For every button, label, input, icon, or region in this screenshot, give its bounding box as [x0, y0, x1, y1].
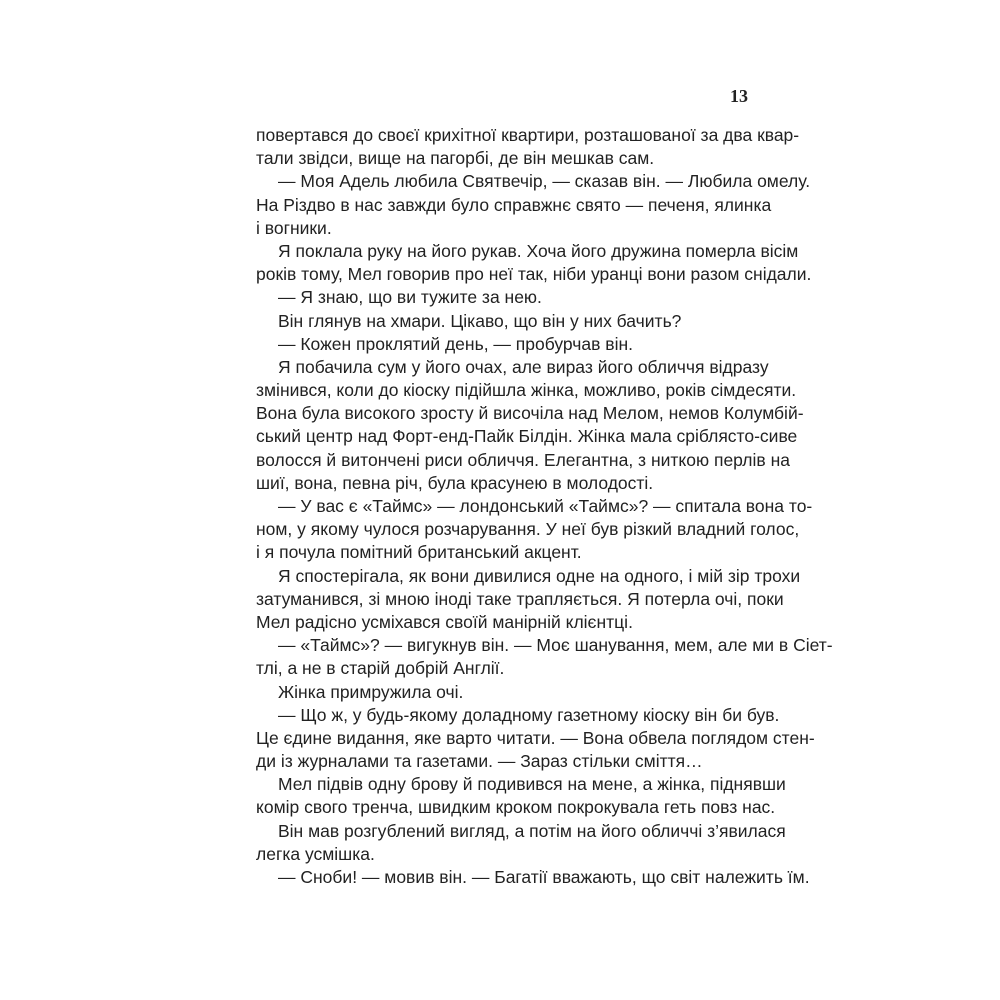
text-line: ном, у якому чулося розчарування. У неї був різкий владний голос, — [256, 519, 800, 540]
text-line: — Моя Адель любила Святвечір, — сказав він. — Любила омелу. — [278, 171, 811, 192]
text-line: ди із журналами та газетами. — Зараз стільки сміття… — [256, 751, 703, 772]
text-line: тлі, а не в старій добрій Англії. — [256, 658, 505, 679]
text-line: тали звідси, вище на пагорбі, де він мешкав сам. — [256, 148, 655, 169]
text-line: На Різдво в нас завжди було справжнє свято — печеня, ялинка — [256, 194, 772, 215]
text-line: — Я знаю, що ви тужите за нею. — [278, 287, 542, 308]
text-line: — Кожен проклятий день, — пробурчав він. — [278, 333, 633, 354]
text-line: років тому, Мел говорив про неї так, ніби уранці вони разом снідали. — [256, 264, 812, 285]
text-line: Він мав розгублений вигляд, а потім на його обличчі з’явилася — [278, 820, 786, 841]
text-line: Жінка примружила очі. — [278, 681, 464, 702]
text-line: волосся й витончені риси обличчя. Елегантна, з ниткою перлів на — [256, 449, 790, 470]
text-line: Я спостерігала, як вони дивилися одне на одного, і мій зір трохи — [278, 565, 801, 586]
text-line: Я побачила сум у його очах, але вираз його обличчя відразу — [278, 356, 769, 377]
body-text — [256, 124, 833, 889]
text-line: і я почула помітний британський акцент. — [256, 542, 582, 563]
text-line: — Що ж, у будь-якому доладному газетному кіоску він би був. — [278, 704, 780, 725]
text-line: — Сноби! — мовив він. — Багатії вважають, що світ належить їм. — [278, 867, 810, 887]
text-line: і вогники. — [256, 217, 332, 238]
text-line: Я поклала руку на його рукав. Хоча його дружина померла вісім — [278, 240, 799, 261]
text-line: повертався до своєї крихітної квартири, розташованої за два квар- — [256, 125, 800, 145]
text-line: комір свого тренча, швидким кроком покрокувала геть повз нас. — [256, 797, 776, 818]
text-line: затуманився, зі мною іноді таке трапляється. Я потерла очі, поки — [256, 588, 784, 609]
text-line: — У вас є «Таймс» — лондонський «Таймс»? — спитала вона то- — [278, 496, 813, 516]
text-line: шиї, вона, певна річ, була красунею в молодості. — [256, 472, 654, 493]
text-line: ський центр над Форт-енд-Пайк Білдін. Жінка мала сріблясто-сиве — [256, 426, 798, 447]
text-line: Це єдине видання, яке варто читати. — Вона обвела поглядом стен- — [256, 727, 815, 748]
text-line: Мел підвів одну брову й подивився на мене, а жінка, піднявши — [278, 774, 786, 795]
text-line: — «Таймс»? — вигукнув він. — Моє шанування, мем, але ми в Сіет- — [278, 635, 833, 656]
text-line: Мел радісно усміхався своїй манірній клієнтці. — [256, 611, 633, 632]
page-number: 13 — [730, 86, 748, 106]
text-line: змінився, коли до кіоску підійшла жінка, можливо, років сімдесяти. — [256, 380, 797, 401]
text-line: легка усмішка. — [256, 843, 375, 864]
text-line: Він глянув на хмари. Цікаво, що він у них бачить? — [278, 310, 682, 331]
text-line: Вона була високого зросту й височіла над Мелом, немов Колумбій- — [256, 403, 804, 424]
